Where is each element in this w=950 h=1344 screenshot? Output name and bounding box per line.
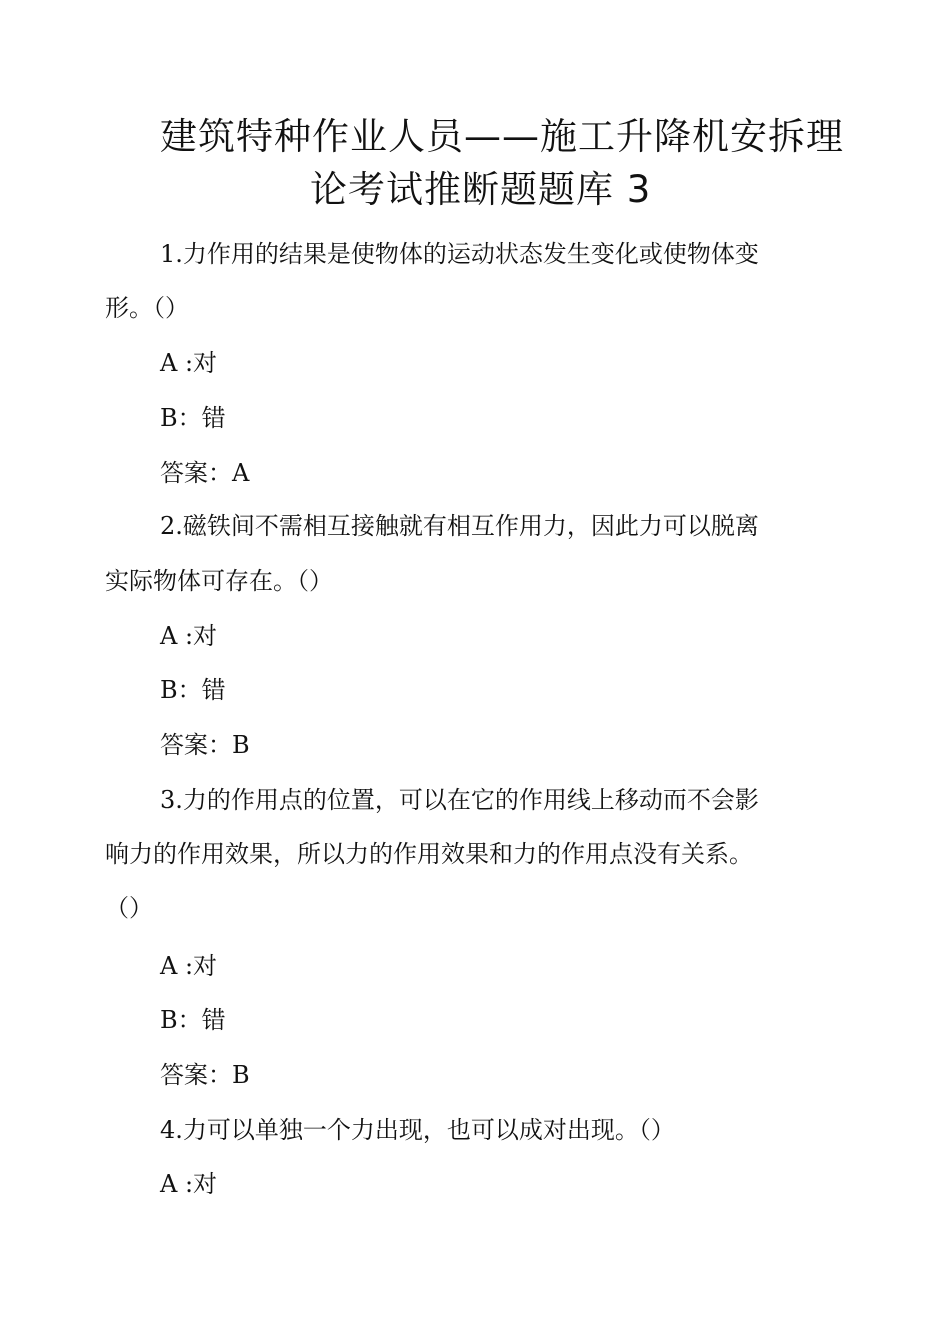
question-2-answer: 答案：B	[160, 731, 250, 759]
question-4-text-line-1: 4.力可以单独一个力出现，也可以成对出现。（）	[160, 1116, 675, 1144]
document-title-line-1: 建筑特种作业人员——施工升降机安拆理	[160, 115, 844, 158]
question-3-text-line-2: 响力的作用效果，所以力的作用效果和力的作用点没有关系。	[105, 840, 753, 868]
question-1-text-line-2: 形。（）	[105, 294, 189, 322]
question-1-option-a: A :对	[160, 349, 218, 377]
document-title-line-2: 论考试推断题题库 3	[310, 168, 652, 211]
question-1-text-line-1: 1.力作用的结果是使物体的运动状态发生变化或使物体变	[160, 240, 759, 268]
question-2-option-a: A :对	[160, 622, 218, 650]
question-4-option-a: A :对	[160, 1170, 218, 1198]
question-3-answer: 答案：B	[160, 1061, 250, 1089]
question-3-text-line-1: 3.力的作用点的位置，可以在它的作用线上移动而不会影	[160, 786, 759, 814]
question-1-answer: 答案：A	[160, 459, 250, 487]
question-3-option-b: B：错	[160, 1006, 226, 1034]
question-3-text-line-3: （）	[105, 894, 153, 922]
question-1-option-b: B：错	[160, 404, 226, 432]
question-2-text-line-2: 实际物体可存在。（）	[105, 567, 333, 595]
question-3-option-a: A :对	[160, 952, 218, 980]
question-2-text-line-1: 2.磁铁间不需相互接触就有相互作用力，因此力可以脱离	[160, 512, 759, 540]
question-2-option-b: B：错	[160, 676, 226, 704]
